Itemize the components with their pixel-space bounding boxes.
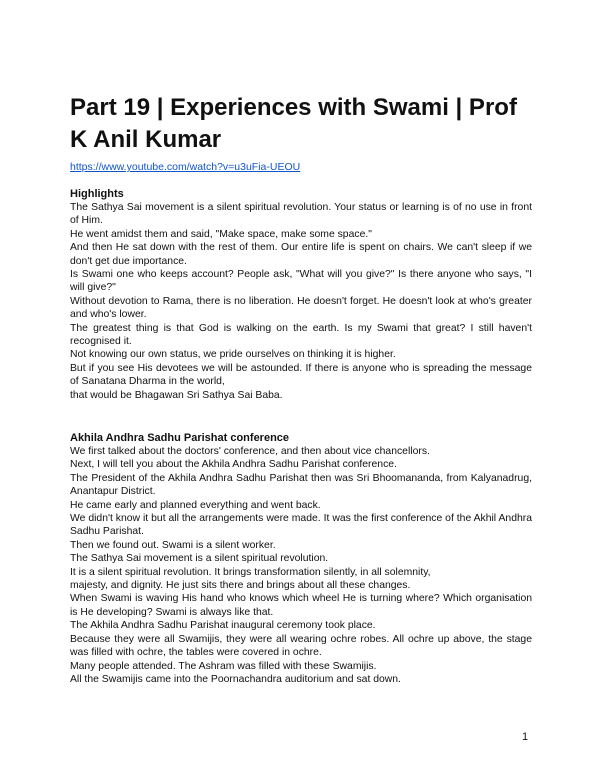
paragraph: Next, I will tell you about the Akhila Andhra Sadhu Parishat conference. — [70, 459, 397, 471]
page-number: 1 — [522, 731, 529, 743]
paragraph: The greatest thing is that God is walking on the earth. Is my Swami that great? I still haven't recognised it. — [70, 322, 532, 348]
paragraph: When Swami is waving His hand who knows which wheel He is turning where? Which organisation is He developing? Swami is always like that. — [70, 593, 532, 618]
section-sadhu-parishat — [70, 431, 532, 686]
paragraph: We didn't know it but all the arrangements were made. It was the first conference of the Akhil Andhra Sadhu Parishat. — [70, 513, 532, 538]
paragraph: And then He sat down with the rest of them. Our entire life is spent on chairs. We can't sleep if we don't get due importance. — [70, 242, 532, 267]
paragraph: The President of the Akhila Andhra Sadhu Parishat then was Sri Bhoomananda, from Kalyanadrug, Anantapur District. — [70, 472, 532, 498]
paragraph: The Sathya Sai movement is a silent spiritual revolution. — [70, 553, 329, 565]
paragraph: Because they were all Swamijis, they were all wearing ochre robes. All ochre up above, the stage was filled with ochre, the tables were covered in ochre. — [70, 633, 532, 659]
paragraph: that would be Bhagawan Sri Sathya Sai Baba. — [70, 389, 283, 401]
section-heading: Akhila Andhra Sadhu Parishat conference — [70, 432, 290, 444]
page-title: Part 19 | Experiences with Swami | Prof K Anil Kumar — [70, 94, 517, 153]
youtube-link[interactable]: https://www.youtube.com/watch?v=u3uFia-UEOU — [70, 161, 301, 173]
paragraph: All the Swamijis came into the Poornachandra auditorium and sat down. — [70, 673, 401, 685]
section-highlights — [70, 187, 532, 402]
paragraph: Many people attended. The Ashram was filled with these Swamijis. — [70, 660, 377, 672]
paragraph: The Akhila Andhra Sadhu Parishat inaugural ceremony took place. — [70, 620, 376, 632]
paragraph: The Sathya Sai movement is a silent spiritual revolution. Your status or learning is of no use in front of Him. — [70, 202, 532, 227]
paragraph: It is a silent spiritual revolution. It brings transformation silently, in all solemnity, — [70, 566, 431, 578]
paragraph: Without devotion to Rama, there is no liberation. He doesn't forget. He doesn't look at who's greater and who's lower. — [70, 295, 532, 321]
paragraph: We first talked about the doctors' conference, and then about vice chancellors. — [70, 446, 430, 457]
paragraph: He came early and planned everything and went back. — [70, 499, 321, 511]
paragraph: He went amidst them and said, "Make space, make some space." — [70, 228, 372, 240]
section-heading: Highlights — [70, 188, 124, 200]
paragraph: But if you see His devotees we will be astounded. If there is anyone who is spreading the message of Sanatana Dharma in the world, — [70, 362, 532, 388]
paragraph: Not knowing our own status, we pride ourselves on thinking it is higher. — [70, 349, 396, 361]
paragraph: majesty, and dignity. He just sits there and brings about all these changes. — [70, 580, 411, 592]
paragraph: Then we found out. Swami is a silent worker. — [70, 539, 276, 551]
paragraph: Is Swami one who keeps account? People ask, "What will you give?" Is there anyone who says, "I will give?" — [70, 269, 532, 294]
